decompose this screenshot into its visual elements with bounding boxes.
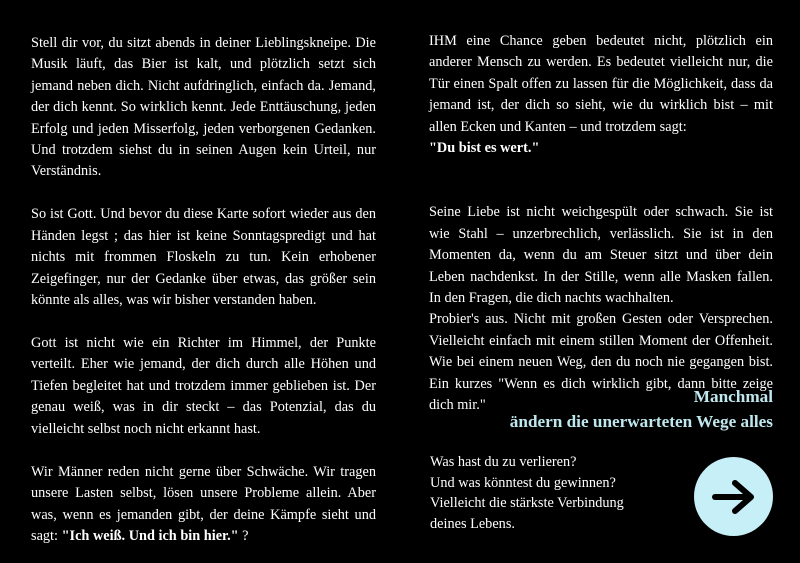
left-paragraph-4-text: Wir Männer reden nicht gerne über Schwäche. Wir tragen unsere Lasten selbst, lösen unsere Probleme allein. Aber was, wenn es jemanden gibt, der deine Kämpfe sieht und sagt: (31, 463, 376, 544)
right-paragraph-1 (429, 31, 773, 159)
heading-line-2: ändern die unerwarteten Wege alles (509, 412, 773, 431)
left-paragraph-3: Gott ist nicht wie ein Richter im Himmel, der Punkte verteilt. Eher wie jemand, der dich durch alle Höhen und Tiefen begleitet hat und trotzdem immer geblieben ist. Der genau weiß, was in dir steckt – das Potenzial, das du vielleicht selbst noch nicht erkannt hast. (31, 335, 376, 437)
left-paragraph-1: Stell dir vor, du sitzt abends in deiner Lieblingskneipe. Die Musik läuft, das Bier ist kalt, und plötzlich setzt sich jemand neben dich. Nicht aufdringlich, einfach da. Jemand, der dich kennt. So wirklich kennt. Jede Enttäuschung, jeden Erfolg und jeden Misserfolg, jeden verborgenen Gedanken. Und trotzdem siehst du in seinen Augen kein Urteil, nur Verständnis. (31, 35, 376, 180)
quote-ich-bin-hier: "Ich weiß. Und ich bin hier." (61, 527, 239, 544)
closing-heading (413, 384, 773, 434)
left-paragraph-4 (31, 462, 376, 548)
arrow-right-icon (709, 477, 759, 517)
questions-block (430, 452, 690, 534)
quote-du-bist-es-wert: "Du bist es wert." (429, 140, 540, 157)
left-column (31, 33, 376, 547)
right-column (429, 31, 773, 417)
heading-line-1: Manchmal (693, 387, 773, 406)
question-line: deines Lebens. (430, 515, 515, 532)
right-paragraph-3: Probier's aus. Nicht mit großen Gesten oder Versprechen. Vielleicht einfach mit einem stillen Moment der Offenheit. Wie bei einem neuen Weg, den du noch nie gegangen bist. Ein kurzes "Wenn es dich wirklich gibt, dann bitte zeige dich mir." (429, 311, 773, 414)
right-paragraph-1-text: IHM eine Chance geben bedeutet nicht, plötzlich ein anderer Mensch zu werden. Es bedeutet vielleicht nur, die Tür einen Spalt offen zu lassen für die Möglichkeit, dass da jemand ist, der dich so sieht, wie du wirklich bist – mit allen Ecken und Kanten – und trotzdem sagt: (429, 33, 773, 135)
next-arrow-button[interactable] (694, 457, 773, 536)
right-paragraph-2: Seine Liebe ist nicht weichgespült oder schwach. Sie ist wie Stahl – unzerbrechlich, verlässlich. Sie ist in den Momenten da, wenn du am Steuer sitzt und über dein Leben nachdenkst. In der Stille, wenn alle Masken fallen. In den Fragen, die dich nachts wachhalten. (429, 204, 773, 307)
question-line: Vielleicht die stärkste Verbindung (430, 495, 624, 511)
question-line: Und was könntest du gewinnen? (430, 474, 616, 491)
left-paragraph-4-end: ? (238, 527, 249, 544)
question-line: Was hast du zu verlieren? (430, 454, 577, 470)
left-paragraph-2: So ist Gott. Und bevor du diese Karte sofort wieder aus den Händen legst ; das hier ist keine Sonntagspredigt und hat nichts mit frommen Floskeln zu tun. Kein erhobener Zeigefinger, nur der Gedanke über etwas, das größer sein könnte als alles, was wir bisher verstanden haben. (31, 206, 376, 309)
